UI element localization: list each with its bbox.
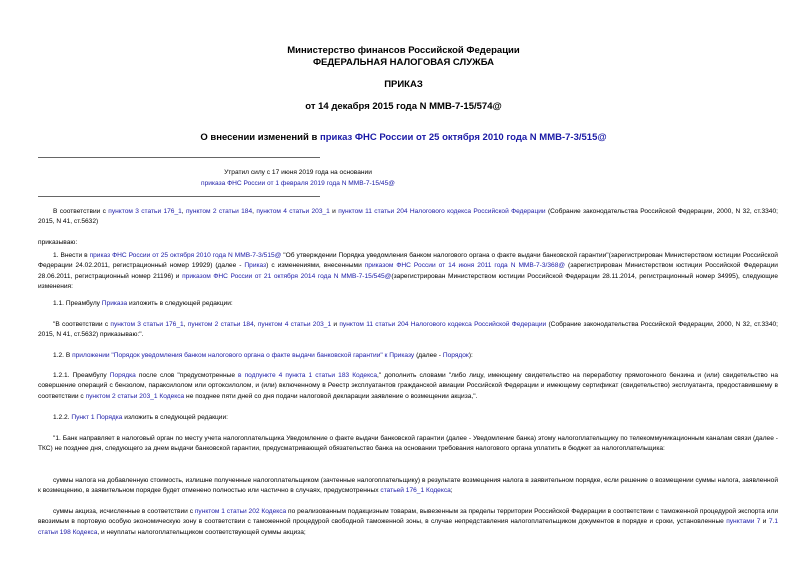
legal-reference-link[interactable]: 7.1 статьи 198 Кодекса — [38, 518, 778, 536]
paragraph-text: ): — [468, 352, 473, 359]
paragraph-text: "1. Банк направляет в налоговый орган по месту учета налогоплательщика Уведомление о факте выдачи банковской гарантии (далее - Уведомление банка) этому налогоплательщику по телекоммуникационным каналам связи (далее - ТКС) не позднее дня, следующего за днем выдачи банковской гарантии, предусматривающей обязательство банка на основании требования налогового органа уплатить в бюджет за налогоплательщика: — [38, 435, 778, 453]
legal-reference-link[interactable]: Приказ — [244, 262, 267, 270]
paragraph-text: 1.2.2. — [53, 414, 72, 421]
doc-date-number: от 14 декабря 2015 года N ММВ-7-15/574@ — [305, 101, 502, 112]
legal-reference-link[interactable]: пунктом 2 статьи 203_1 Кодекса — [85, 392, 185, 400]
legal-reference-link[interactable]: пунктом 11 статьи 204 Налогового кодекса Российской Федерации — [339, 321, 547, 328]
paragraph-text: , — [252, 208, 257, 215]
paragraph-text: после слов "предусмотренные — [135, 372, 239, 379]
legal-reference-link[interactable]: Пункт 1 Порядка — [71, 414, 123, 421]
legal-reference-link[interactable]: пунктом 1 статьи 202 Кодекса — [194, 508, 287, 515]
repeal-order-link[interactable]: приказа ФНС России от 1 февраля 2019 года N ММВ-7-15/45@ — [201, 180, 395, 187]
paragraph-text: изложить в следующей редакции: — [122, 414, 229, 421]
legal-reference-link[interactable]: приказом ФНС России от 14 июня 2011 года N ММВ-7-3/368@ — [364, 262, 566, 270]
paragraph-text: ," дополнить словами "либо лицу, имеющему свидетельство на переработку прямогонного бензина и (или) свидетельство на совершение операций с бензолом, параксилолом или ортоксилолом, и (или) включенному в Реестр эксплуатантов гражданской авиации Российской Федерации и имеющему сертификат (свидетельство) эксплуатанта, предоставившему в соответствии с — [38, 372, 778, 400]
legal-reference-link[interactable]: пунктом 3 статьи 176_1 — [110, 321, 184, 328]
service-title: ФЕДЕРАЛЬНАЯ НАЛОГОВАЯ СЛУЖБА — [312, 57, 495, 68]
legal-reference-link[interactable]: пунктом 2 статьи 184 — [185, 208, 253, 215]
doc-subject — [0, 132, 807, 144]
paragraph-1-1-text — [38, 320, 778, 341]
status-line-1: Утратил силу с 17 июня 2019 года на основании — [224, 169, 372, 176]
status-divider-top — [38, 157, 320, 158]
doc-subject-prefix: О внесении изменений в — [200, 132, 320, 143]
legal-reference-link[interactable]: Приказа — [101, 300, 128, 307]
legal-reference-link[interactable]: Порядок — [442, 352, 469, 359]
paragraph-preamble — [38, 207, 778, 228]
paragraph-text: "Об утверждении Порядка уведомления банком налогового органа о факте выдачи банковской гарантии"(зарегистрирован Министерством юстиции Российской Федерации 24.02.2011, регистрационный номер 19929) (далее - — [38, 252, 778, 270]
paragraph-text: и — [331, 321, 340, 328]
legal-reference-link[interactable]: статьей 176_1 Кодекса — [380, 487, 451, 495]
paragraph-text: по реализованным подакцизным товарам, вывезенным за пределы территории Российской Федерации в соответствии с таможенной процедурой экспорта или ввозимым в портовую особую экономическую зону в соответствии с таможенной процедурой свободной таможенной зоны, в случае непредставления налогоплательщиком документов в порядке и сроки, установленные — [38, 508, 778, 526]
paragraph-1-1 — [38, 299, 778, 309]
paragraph-text: ) с изменениями, внесенными — [266, 262, 365, 270]
paragraph-order — [38, 238, 778, 248]
legal-reference-link[interactable]: пунктом 4 статьи 203_1 — [256, 208, 330, 215]
legal-reference-link[interactable]: приказ ФНС России от 25 октября 2010 года N ММВ-7-3/515@ — [89, 252, 282, 259]
doc-type: ПРИКАЗ — [384, 79, 423, 90]
paragraph-text: не позднее пяти дней со дня подачи налоговой декларации заявление о возмещении акциза,". — [184, 392, 478, 400]
paragraph-text: 1.1. Преамбулу — [53, 300, 102, 307]
paragraph-text: , — [253, 321, 258, 328]
legal-reference-link[interactable]: приложении "Порядок уведомления банком налогового органа о факте выдачи банковской гарантии" к Приказу — [72, 352, 415, 359]
paragraph-text: , и неуплаты налогоплательщиком соответствующей суммы акциза; — [97, 528, 306, 536]
paragraph-1 — [38, 251, 778, 293]
paragraph-text: и — [329, 208, 339, 215]
paragraph-text: и — [760, 518, 769, 526]
ministry-title: Министерство финансов Российской Федерации — [287, 45, 520, 56]
paragraph-text: (зарегистрирован Министерством юстиции Российской Федерации 28.06.2011, регистрационный номер 21196) и — [38, 262, 778, 280]
paragraph-text: (зарегистрирован Министерством юстиции Российской Федерации 28.11.2014, регистрационный номер 34995), следующие изменения: — [38, 272, 778, 291]
paragraph-text: изложить в следующей редакции: — [127, 300, 233, 307]
paragraph-1-2-2 — [38, 413, 778, 423]
paragraph-text: , — [181, 208, 186, 215]
paragraph-text: (Собрание законодательства Российской Федерации, 2000, N 32, ст.3340; 2015, N 41, ст.5632) — [38, 208, 778, 226]
paragraph-text: приказываю: — [38, 239, 78, 246]
paragraph-text: ; — [450, 487, 453, 495]
paragraph-point-1 — [38, 434, 778, 455]
paragraph-text: суммы акциза, исчисленные в соответствии с — [53, 508, 195, 515]
legal-reference-link[interactable]: в подпункте 4 пункта 1 статьи 183 Кодекса — [238, 372, 378, 379]
paragraph-1-2 — [38, 351, 778, 361]
paragraph-text: (далее - — [414, 352, 443, 359]
paragraph-text: В соответствии с — [53, 208, 109, 215]
paragraph-text: (Собрание законодательства Российской Федерации, 2000, N 32, ст.3340; 2015, N 41, ст.5632) приказываю:". — [38, 321, 778, 339]
paragraph-vat — [38, 476, 778, 497]
paragraph-text: "В соответствии с — [53, 321, 111, 328]
status-line-2 — [38, 179, 558, 189]
status-divider-bottom — [38, 196, 320, 197]
paragraph-text: 1.2. В — [53, 352, 73, 359]
paragraph-text: суммы налога на добавленную стоимость, излишне полученные налогоплательщиком (зачтенные налогоплательщику) в результате возмещения налога в заявительном порядке, если решение о возмещении суммы налога, заявленной к возмещению, в заявительном порядке будет отменено полностью или частично в случаях, предусмотренных — [38, 477, 778, 495]
legal-reference-link[interactable]: Порядка — [109, 372, 136, 379]
legal-reference-link[interactable]: пунктом 4 статьи 203_1 — [257, 321, 332, 328]
legal-reference-link[interactable]: приказом ФНС России от 21 октября 2014 года N ММВ-7-15/545@ — [182, 272, 392, 280]
paragraph-text: , — [183, 321, 188, 328]
legal-reference-link[interactable]: пунктом 11 статьи 204 Налогового кодекса Российской Федерации — [338, 208, 546, 215]
legal-reference-link[interactable]: пунктами 7 — [726, 518, 761, 526]
paragraph-text: 1.2.1. Преамбулу — [53, 372, 110, 379]
legal-reference-link[interactable]: пунктом 3 статьи 176_1 — [108, 208, 182, 215]
paragraph-excise — [38, 507, 778, 538]
paragraph-1-2-1 — [38, 371, 778, 402]
doc-subject-link[interactable]: приказ ФНС России от 25 октября 2010 года N ММВ-7-3/515@ — [319, 132, 607, 143]
legal-reference-link[interactable]: пунктом 2 статьи 184 — [187, 321, 254, 328]
paragraph-text: 1. Внести в — [53, 252, 90, 259]
